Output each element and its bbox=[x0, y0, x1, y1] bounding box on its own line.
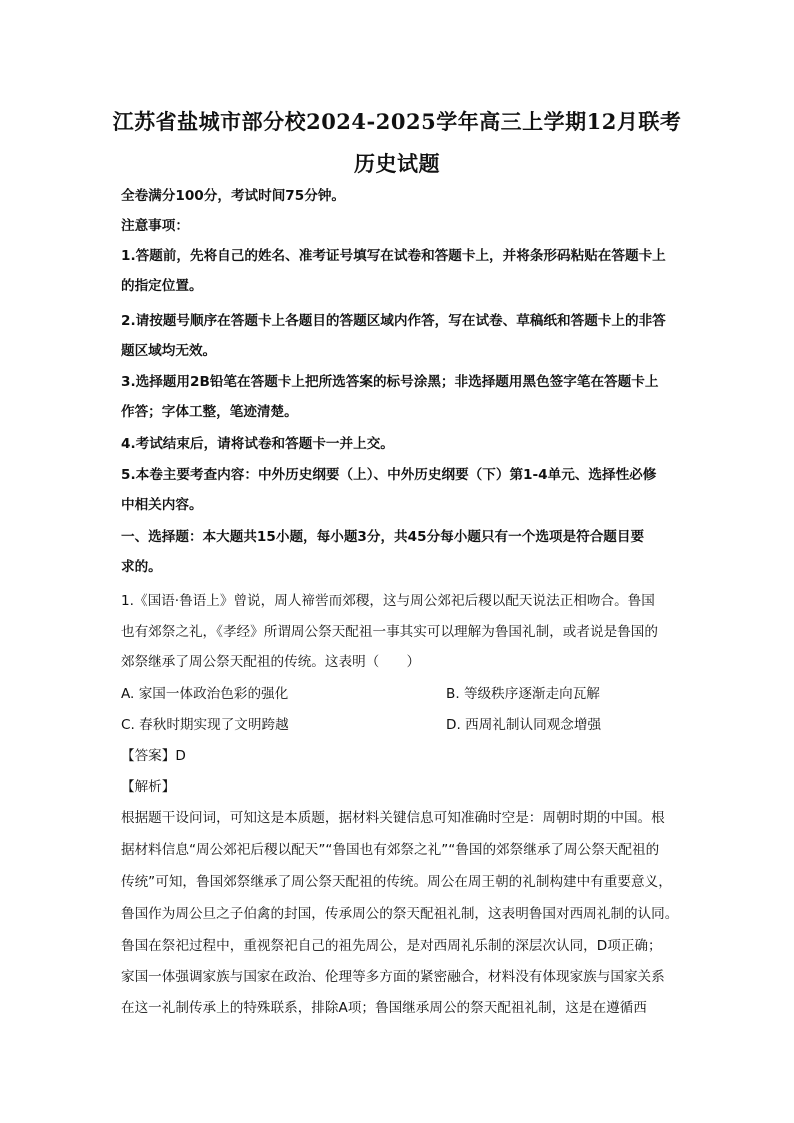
option-b: B. 等级秩序逐渐走向瓦解 bbox=[446, 686, 600, 702]
instruction-line: 题区域均无效。 bbox=[121, 343, 217, 359]
analysis-line: 鲁国在祭祀过程中，重视祭祀自己的祖先周公，是对西周礼乐制的深层次认同，D项正确； bbox=[121, 938, 662, 954]
option-c: C. 春秋时期实现了文明跨越 bbox=[121, 717, 289, 733]
analysis-label: 【解析】 bbox=[121, 779, 176, 795]
section-heading-cont: 求的。 bbox=[121, 559, 162, 575]
instruction-line: 5.本卷主要考查内容：中外历史纲要（上）、中外历史纲要（下）第1-4单元、选择性必修 bbox=[121, 467, 657, 483]
instruction-line: 4.考试结束后，请将试卷和答题卡一并上交。 bbox=[121, 436, 394, 452]
question-stem-line: 也有郊祭之礼，《孝经》所谓周公祭天配祖一事其实可以理解为鲁国礼制，或者说是鲁国的 bbox=[121, 624, 658, 640]
analysis-line: 据材料信息“周公郊祀后稷以配天”“鲁国也有郊祭之礼”“鲁国的郊祭继承了周公祭天配祖的 bbox=[121, 842, 660, 858]
exam-subject-title: 历史试题 bbox=[354, 151, 440, 176]
question-stem-line: 1.《国语·鲁语上》曾说，周人禘喾而郊稷，这与周公郊祀后稷以配天说法正相吻合。鲁国 bbox=[121, 593, 655, 609]
analysis-line: 家国一体强调家族与国家在政治、伦理等多方面的紧密融合，材料没有体现家族与国家关系 bbox=[121, 969, 665, 985]
analysis-line: 鲁国作为周公旦之子伯禽的封国，传承周公的祭天配祖礼制，这表明鲁国对西周礼制的认同。 bbox=[121, 906, 679, 922]
score-time-note: 全卷满分100分，考试时间75分钟。 bbox=[121, 188, 346, 204]
instruction-line: 3.选择题用2B铅笔在答题卡上把所选答案的标号涂黑；非选择题用黑色签字笔在答题卡上 bbox=[121, 374, 659, 390]
instruction-line: 作答；字体工整，笔迹清楚。 bbox=[121, 404, 298, 420]
instruction-line: 的指定位置。 bbox=[121, 278, 203, 294]
notice-heading: 注意事项： bbox=[121, 218, 189, 234]
answer-line: 【答案】D bbox=[121, 748, 186, 764]
instruction-line: 1.答题前，先将自己的姓名、准考证号填写在试卷和答题卡上，并将条形码粘贴在答题卡上 bbox=[121, 248, 666, 264]
option-d: D. 西周礼制认同观念增强 bbox=[446, 717, 602, 733]
exam-title: 江苏省盐城市部分校2024-2025学年高三上学期12月联考 bbox=[112, 109, 682, 134]
analysis-line: 在这一礼制传承上的特殊联系，排除A项；鲁国继承周公的祭天配祖礼制，这是在遵循西 bbox=[121, 1000, 647, 1016]
analysis-line: 根据题干设问词，可知这是本质题，据材料关键信息可知准确时空是：周朝时期的中国。根 bbox=[121, 810, 665, 826]
instruction-line: 2.请按题号顺序在答题卡上各题目的答题区域内作答，写在试卷、草稿纸和答题卡上的非答 bbox=[121, 313, 666, 329]
section-heading: 一、选择题：本大题共15小题，每小题3分，共45分每小题只有一个选项是符合题目要 bbox=[121, 529, 645, 545]
analysis-line: 传统”可知，鲁国郊祭继承了周公祭天配祖的传统。周公在周王朝的礼制构建中有重要意义， bbox=[121, 874, 672, 890]
instruction-line: 中相关内容。 bbox=[121, 497, 203, 513]
option-a: A. 家国一体政治色彩的强化 bbox=[121, 686, 289, 702]
question-stem-line: 郊祭继承了周公祭天配祖的传统。这表明（ ） bbox=[121, 654, 421, 670]
